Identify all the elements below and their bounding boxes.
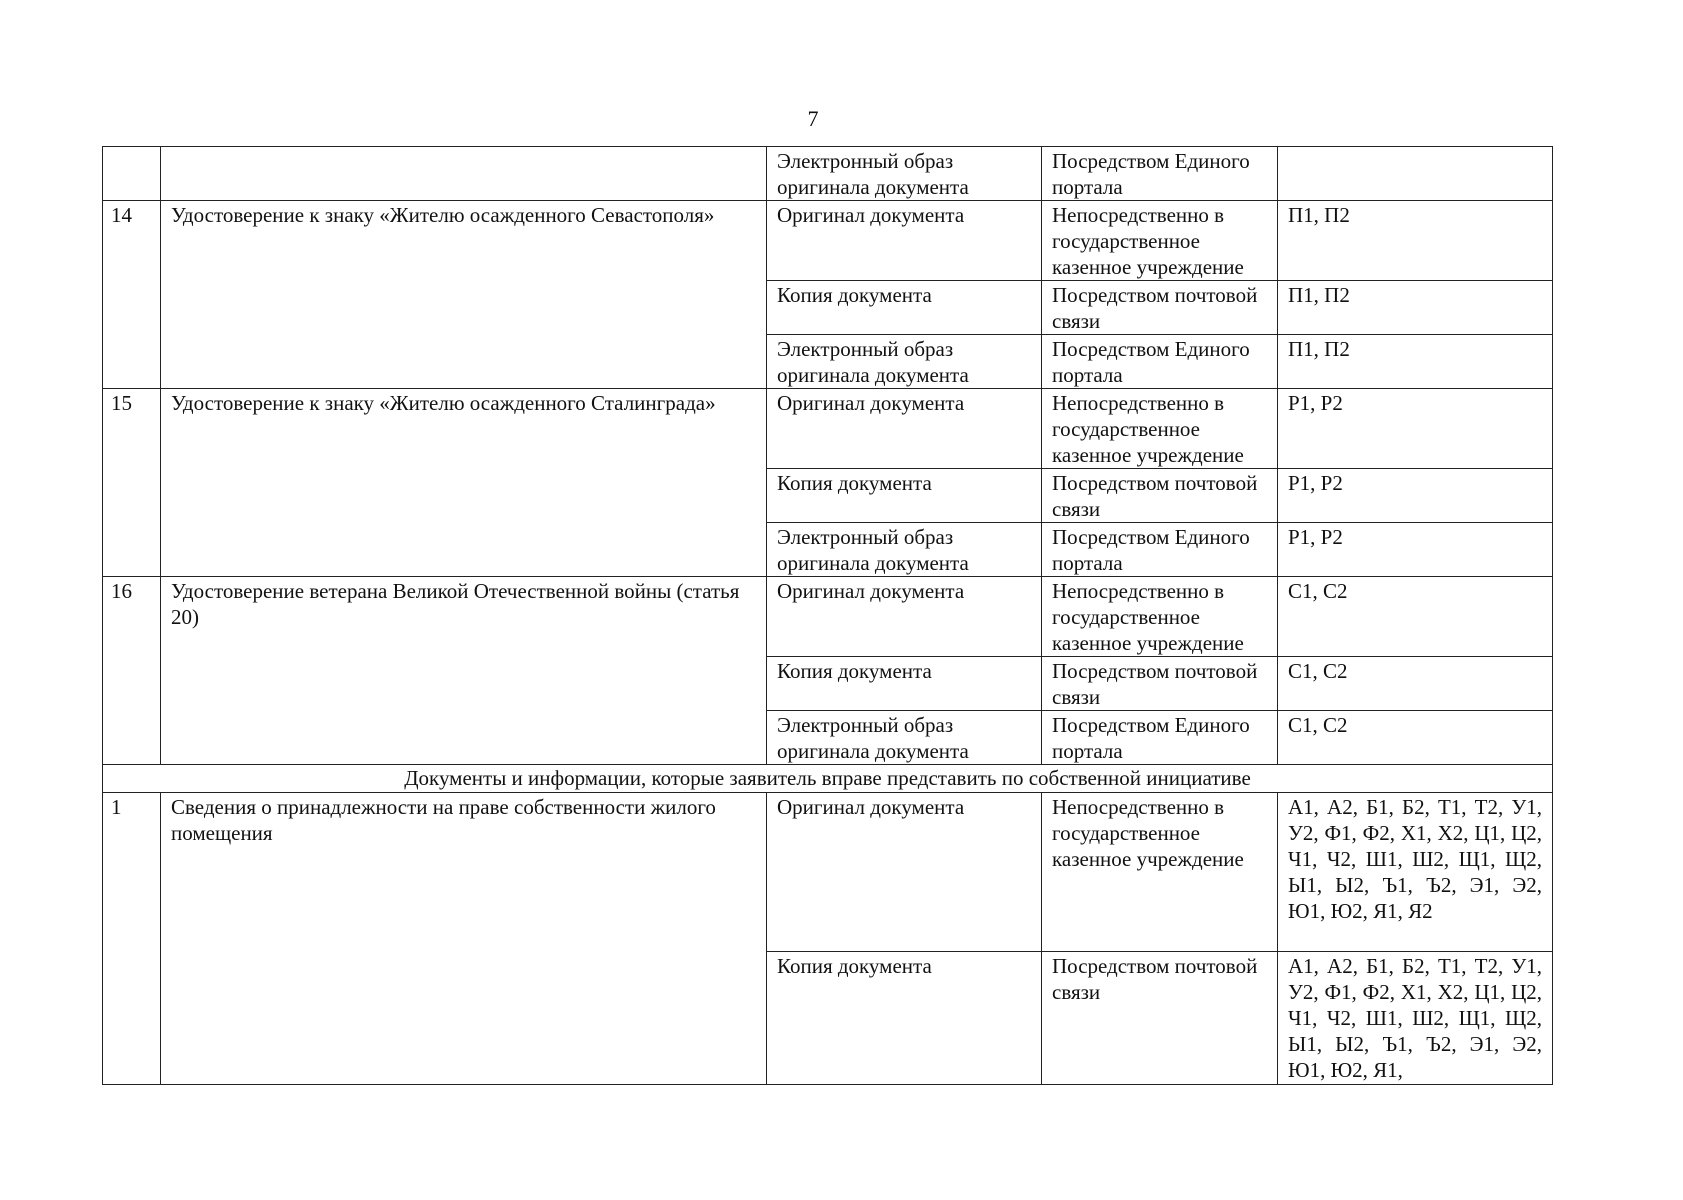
document-form-cell: Оригинал документа	[767, 389, 1042, 469]
row-number-cell	[103, 147, 161, 201]
codes-cell: П1, П2	[1278, 335, 1553, 389]
codes-cell	[1278, 147, 1553, 201]
document-form-cell: Электронный образ оригинала документа	[767, 523, 1042, 577]
submission-method-cell: Посредством почтовой связи	[1042, 657, 1278, 711]
table-row	[103, 793, 1553, 952]
codes-cell: П1, П2	[1278, 281, 1553, 335]
submission-method-cell: Посредством Единого портала	[1042, 523, 1278, 577]
codes-cell: С1, С2	[1278, 657, 1553, 711]
codes-cell: Р1, Р2	[1278, 469, 1553, 523]
row-number-cell: 15	[103, 389, 161, 577]
table-row	[103, 577, 1553, 657]
codes-cell: С1, С2	[1278, 711, 1553, 765]
document-form-cell: Копия документа	[767, 281, 1042, 335]
codes-cell: Р1, Р2	[1278, 523, 1553, 577]
document-form-cell: Оригинал документа	[767, 201, 1042, 281]
codes-cell: А1, А2, Б1, Б2, Т1, Т2, У1, У2, Ф1, Ф2, Х1, Х2, Ц1, Ц2, Ч1, Ч2, Ш1, Ш2, Щ1, Щ2, Ы1, Ы2, Ъ1, Ъ2, Э1, Э2, Ю1, Ю2, Я1, Я2	[1278, 793, 1553, 952]
row-number-cell: 16	[103, 577, 161, 765]
document-form-cell: Оригинал документа	[767, 577, 1042, 657]
document-form-cell: Оригинал документа	[767, 793, 1042, 952]
submission-method-cell: Посредством Единого портала	[1042, 147, 1278, 201]
document-form-cell: Электронный образ оригинала документа	[767, 711, 1042, 765]
row-number-cell: 1	[103, 793, 161, 1085]
document-name-cell: Удостоверение ветерана Великой Отечественной войны (статья 20)	[161, 577, 767, 765]
document-form-cell: Электронный образ оригинала документа	[767, 335, 1042, 389]
codes-cell: А1, А2, Б1, Б2, Т1, Т2, У1, У2, Ф1, Ф2, Х1, Х2, Ц1, Ц2, Ч1, Ч2, Ш1, Ш2, Щ1, Щ2, Ы1, Ы2, Ъ1, Ъ2, Э1, Э2, Ю1, Ю2, Я1,	[1278, 952, 1553, 1085]
documents-table	[102, 146, 1553, 1085]
submission-method-cell: Посредством почтовой связи	[1042, 281, 1278, 335]
codes-cell: С1, С2	[1278, 577, 1553, 657]
row-number-cell: 14	[103, 201, 161, 389]
document-name-cell: Удостоверение к знаку «Жителю осажденного Сталинграда»	[161, 389, 767, 577]
submission-method-cell: Посредством Единого портала	[1042, 335, 1278, 389]
table-row	[103, 147, 1553, 201]
submission-method-cell: Непосредственно в государственное казенное учреждение	[1042, 793, 1278, 952]
submission-method-cell: Непосредственно в государственное казенное учреждение	[1042, 201, 1278, 281]
document-name-cell	[161, 147, 767, 201]
section-heading-row	[103, 765, 1553, 793]
document-form-cell: Копия документа	[767, 469, 1042, 523]
document-form-cell: Электронный образ оригинала документа	[767, 147, 1042, 201]
document-form-cell: Копия документа	[767, 952, 1042, 1085]
table-row	[103, 389, 1553, 469]
submission-method-cell: Непосредственно в государственное казенное учреждение	[1042, 577, 1278, 657]
section-heading: Документы и информации, которые заявитель вправе представить по собственной инициативе	[103, 765, 1553, 793]
submission-method-cell: Посредством почтовой связи	[1042, 469, 1278, 523]
submission-method-cell: Посредством Единого портала	[1042, 711, 1278, 765]
document-name-cell: Удостоверение к знаку «Жителю осажденного Севастополя»	[161, 201, 767, 389]
submission-method-cell: Посредством почтовой связи	[1042, 952, 1278, 1085]
codes-cell: П1, П2	[1278, 201, 1553, 281]
page-number: 7	[807, 106, 819, 131]
document-form-cell: Копия документа	[767, 657, 1042, 711]
document-name-cell: Сведения о принадлежности на праве собственности жилого помещения	[161, 793, 767, 1085]
submission-method-cell: Непосредственно в государственное казенное учреждение	[1042, 389, 1278, 469]
table-row	[103, 201, 1553, 281]
codes-cell: Р1, Р2	[1278, 389, 1553, 469]
